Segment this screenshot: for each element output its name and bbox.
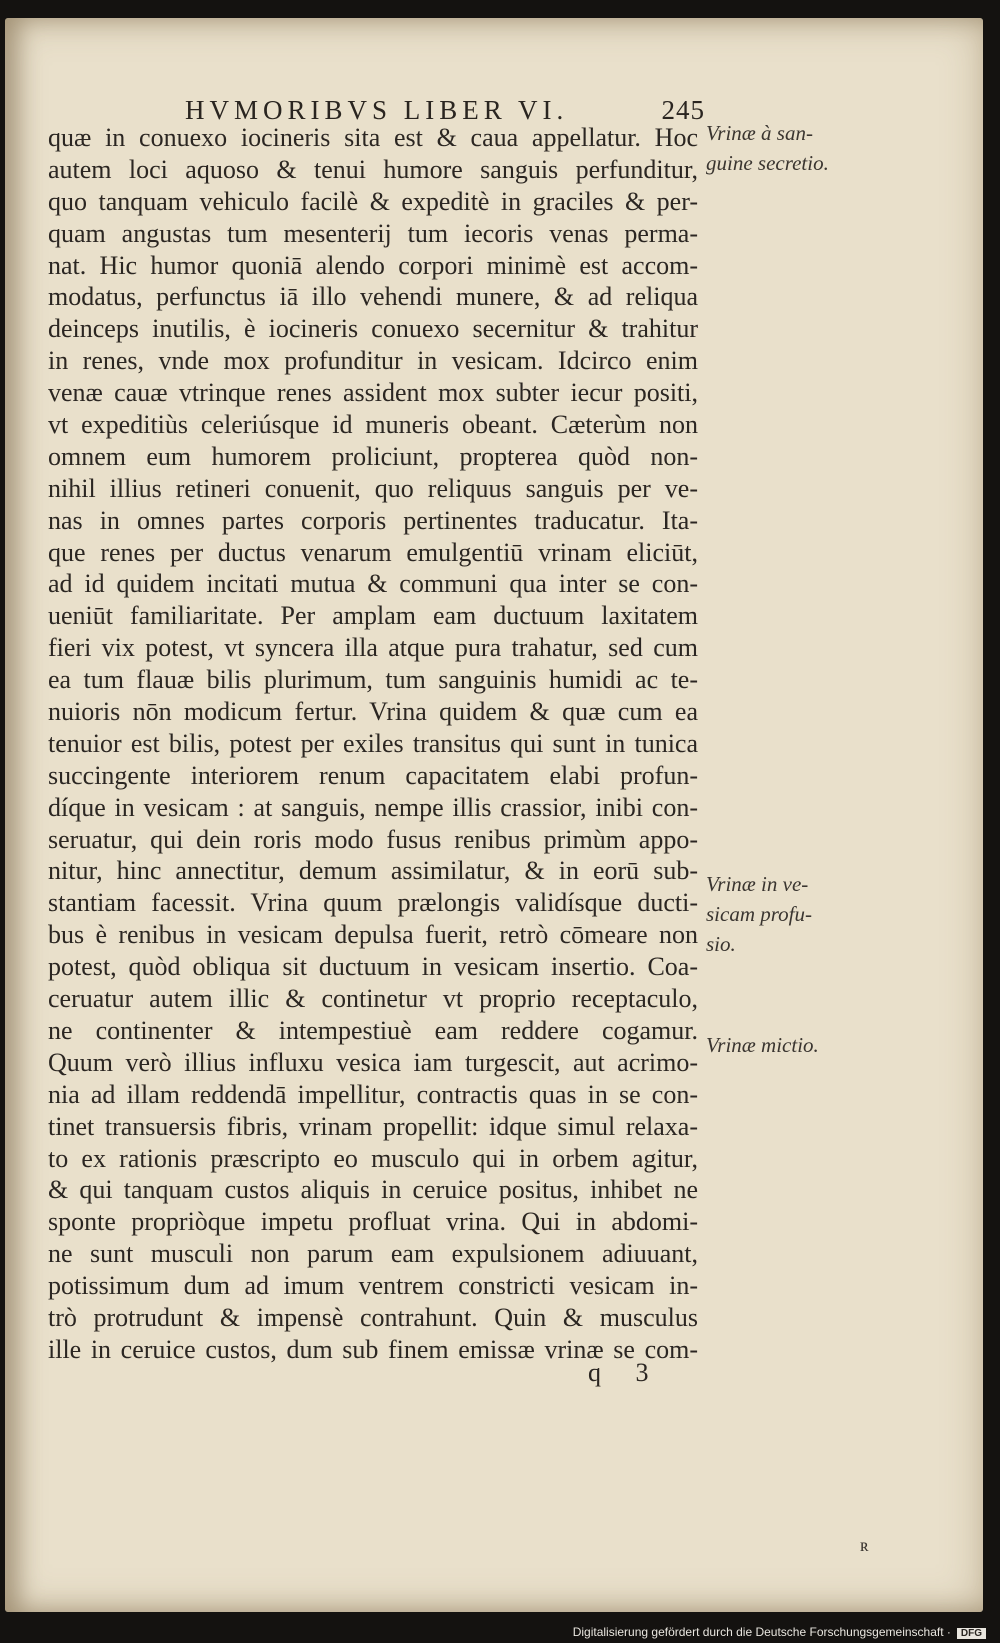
- marginal-note-line: Vrinæ mictio.: [706, 1033, 819, 1057]
- text-line: nia ad illam reddendā impellitur, contractis quas in se con-: [48, 1079, 698, 1109]
- text-line: stantiam facessit. Vrina quum prælongis validísque ducti-: [48, 888, 698, 918]
- text-line: bus è renibus in vesicam depulsa fuerit, retrò cōmeare non: [48, 920, 698, 950]
- marginal-note-1: [706, 118, 856, 178]
- text-line: & qui tanquam custos aliquis in ceruice positus, inhibet ne: [48, 1175, 698, 1205]
- marginal-note-3: [706, 1030, 856, 1060]
- text-line: que renes per ductus venarum emulgentiū vrinam eliciūt,: [48, 537, 698, 567]
- text-line: nuioris nōn modicum fertur. Vrina quidem & quæ cum ea: [48, 697, 698, 727]
- marginal-note-line: guine secretio.: [706, 151, 829, 175]
- text-line: Quum verò illius influxu vesica iam turgescit, aut acrimo-: [48, 1047, 698, 1077]
- text-line: ne sunt musculi non parum eam expulsionem adiuuant,: [48, 1239, 698, 1269]
- text-line: díque in vesicam : at sanguis, nempe illis crassior, inibi con-: [48, 792, 698, 822]
- text-line: deinceps inutilis, è iocineris conuexo secernitur & trahitur: [48, 314, 698, 344]
- text-line: nat. Hic humor quoniā alendo corpori minimè est accom-: [48, 250, 698, 280]
- dfg-logo: DFG: [957, 1628, 986, 1639]
- text-line: trò protrudunt & impensè contrahunt. Quin & musculus: [48, 1302, 698, 1332]
- text-line: to ex rationis præscripto eo musculo qui in orbem agitur,: [48, 1143, 698, 1173]
- text-line: ea tum flauæ bilis plurimum, tum sanguinis humidi ac te-: [48, 665, 698, 695]
- page-number: 245: [661, 95, 705, 125]
- text-line: sponte propriòque impetu profluat vrina. Qui in abdomi-: [48, 1207, 698, 1237]
- text-line: autem loci aquoso & tenui humore sanguis perfunditur,: [48, 154, 698, 184]
- text-line: ad id quidem incitati mutua & communi qua inter se con-: [48, 569, 698, 599]
- corner-mark: ʀ: [860, 1535, 869, 1555]
- text-line: quæ in conuexo iocineris sita est & caua appellatur. Hoc: [48, 123, 698, 152]
- main-text-block: [48, 122, 698, 1366]
- text-line: in renes, vnde mox profunditur in vesicam. Idcirco enim: [48, 346, 698, 376]
- text-line: seruatur, qui dein roris modo fusus renibus primùm appo-: [48, 824, 698, 854]
- text-line: ne continenter & intempestiuè eam reddere cogamur.: [48, 1015, 698, 1045]
- text-line: quo tanquam vehiculo facilè & expeditè in graciles & per-: [48, 186, 698, 216]
- text-line: potissimum dum ad imum ventrem constricti vesicam in-: [48, 1271, 698, 1301]
- text-line: tinet transuersis fibris, vrinam propellit: idque simul relaxa-: [48, 1111, 698, 1141]
- credit-text: Digitalisierung gefördert durch die Deutsche Forschungsgemeinschaft ·: [572, 1625, 951, 1639]
- text-line: quam angustas tum mesenterij tum iecoris venas perma-: [48, 218, 698, 248]
- text-line: nihil illius retineri conuenit, quo reliquus sanguis per ve-: [48, 473, 698, 503]
- marginal-note-line: Vrinæ in ve-: [706, 872, 809, 896]
- marginal-note-line: sicam profu-: [706, 902, 812, 926]
- text-line: ille in ceruice custos, dum sub finem emissæ vrinæ se com-: [48, 1334, 698, 1364]
- marginal-note-line: Vrinæ à san-: [706, 121, 813, 145]
- text-line: vt expeditiùs celeriúsque id muneris obeant. Cæterùm non: [48, 410, 698, 440]
- running-title: HVMORIBVS LIBER VI.: [185, 95, 569, 125]
- marginal-note-line: sio.: [706, 932, 736, 956]
- text-line: omnem eum humorem proliciunt, propterea quòd non-: [48, 441, 698, 471]
- text-line: ceruatur autem illic & continetur vt proprio receptaculo,: [48, 984, 698, 1014]
- text-line: venæ cauæ vtrinque renes assident mox subter iecur positi,: [48, 378, 698, 408]
- text-line: fieri vix potest, vt syncera illa atque pura trahatur, sed cum: [48, 633, 698, 663]
- text-line: nitur, hinc annectitur, demum assimilatur, & in eorū sub-: [48, 856, 698, 886]
- signature-mark: q 3: [588, 1358, 663, 1387]
- digitization-credit: [573, 1625, 986, 1639]
- text-line: potest, quòd obliqua sit ductuum in vesicam insertio. Coa-: [48, 952, 698, 982]
- text-line: modatus, perfunctus iā illo vehendi munere, & ad reliqua: [48, 282, 698, 312]
- text-line: tenuior est bilis, potest per exiles transitus qui sunt in tunica: [48, 728, 698, 758]
- text-line: ueniūt familiaritate. Per amplam eam ductuum laxitatem: [48, 601, 698, 631]
- text-line: nas in omnes partes corporis pertinentes traducatur. Ita-: [48, 505, 698, 535]
- marginal-note-2: [706, 869, 856, 959]
- text-line: succingente interiorem renum capacitatem elabi profun-: [48, 760, 698, 790]
